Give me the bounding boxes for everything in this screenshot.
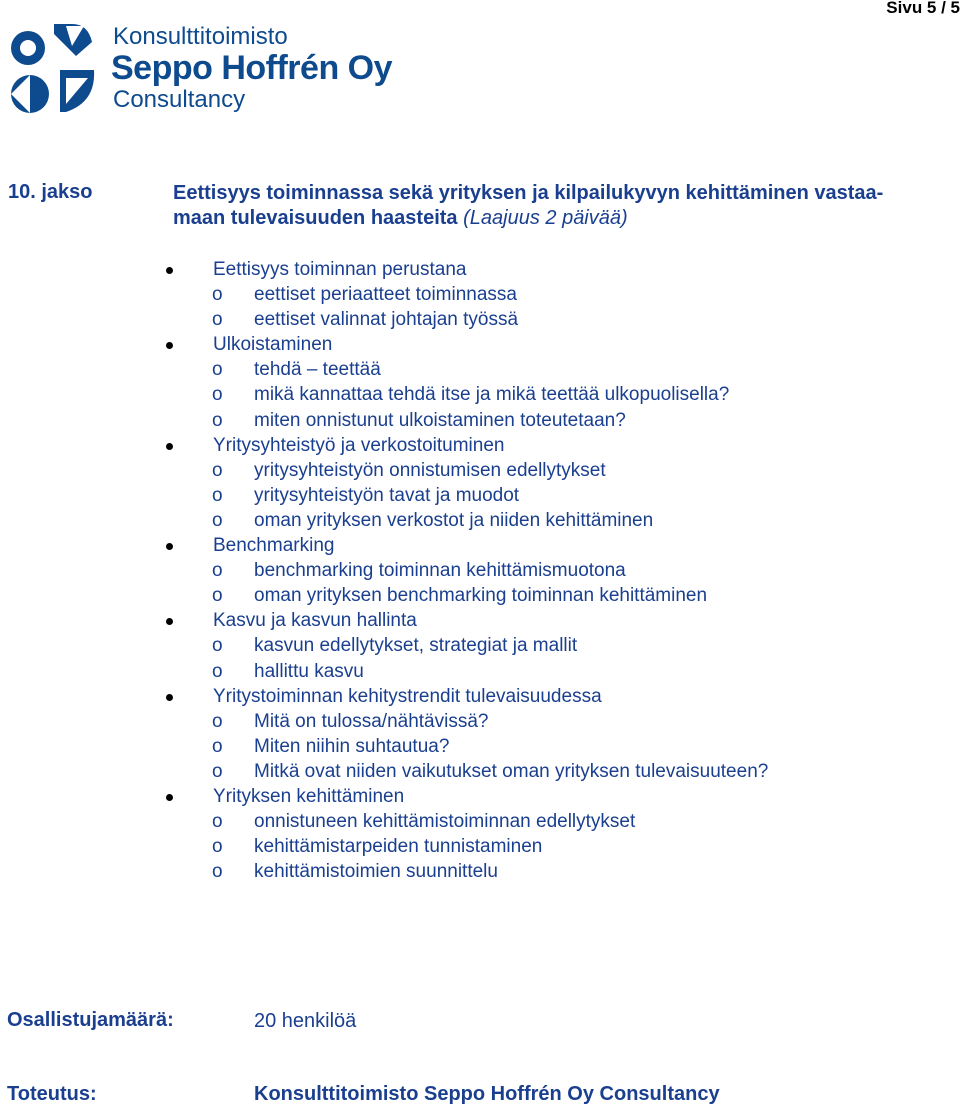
subtopic-row: [0, 859, 960, 884]
subtopic-text: yritysyhteistyön onnistumisen edellytykset: [254, 459, 606, 481]
subtopic-row: [0, 282, 960, 307]
topic-row: [0, 784, 960, 809]
participants-value: 20 henkilöä: [254, 1010, 357, 1032]
topic-title: Benchmarking: [213, 535, 335, 557]
bullet-icon: [166, 267, 173, 274]
subtopic-row: [0, 709, 960, 734]
subtopic-text: onnistuneen kehittämistoiminnan edellytykset: [254, 811, 636, 833]
topic-row: [0, 332, 960, 357]
sub-bullet-marker: o: [212, 509, 223, 531]
sub-bullet-marker: o: [212, 635, 223, 657]
subtopic-row: [0, 583, 960, 608]
provider-value: Konsulttitoimisto Seppo Hoffrén Oy Consultancy: [254, 1083, 720, 1105]
section-title-line-1: Eettisyys toiminnassa sekä yrityksen ja kilpailukyvyn kehittäminen vastaa-: [173, 182, 884, 204]
topic-row: [0, 533, 960, 558]
bullet-icon: [166, 694, 173, 701]
sub-bullet-marker: o: [212, 811, 223, 833]
topic-list: [0, 257, 960, 884]
subtopic-row: [0, 357, 960, 382]
logo-line-1: Konsulttitoimisto: [113, 23, 288, 50]
company-logo: [6, 22, 393, 118]
subtopic-text: Miten niihin suhtautua?: [254, 735, 450, 757]
topic-title: Kasvu ja kasvun hallinta: [213, 610, 417, 632]
sub-bullet-marker: o: [212, 284, 223, 306]
bullet-icon: [166, 618, 173, 625]
bullet-icon: [166, 443, 173, 450]
sub-bullet-marker: o: [212, 861, 223, 883]
subtopic-text: kasvun edellytykset, strategiat ja mallit: [254, 635, 578, 657]
subtopic-text: oman yrityksen verkostot ja niiden kehittäminen: [254, 509, 654, 531]
bullet-icon: [166, 794, 173, 801]
topic-title: Ulkoistaminen: [213, 334, 333, 356]
topic-title: Yrityksen kehittäminen: [213, 785, 405, 807]
subtopic-row: [0, 408, 960, 433]
sub-bullet-marker: o: [212, 585, 223, 607]
subtopic-row: [0, 834, 960, 859]
topic-row: [0, 608, 960, 633]
topic-row: [0, 433, 960, 458]
sub-bullet-marker: o: [212, 384, 223, 406]
subtopic-row: [0, 508, 960, 533]
topic-title: Yritystoiminnan kehitystrendit tulevaisuudessa: [213, 685, 602, 707]
logo-emblem-icon: [6, 22, 102, 116]
subtopic-text: miten onnistunut ulkoistaminen toteutetaan?: [254, 409, 626, 431]
subtopic-text: Mitkä ovat niiden vaikutukset oman yrityksen tulevaisuuteen?: [254, 760, 769, 782]
sub-bullet-marker: o: [212, 459, 223, 481]
subtopic-row: [0, 483, 960, 508]
subtopic-text: Mitä on tulossa/nähtävissä?: [254, 710, 489, 732]
topic-row: [0, 684, 960, 709]
subtopic-text: kehittämistarpeiden tunnistaminen: [254, 836, 543, 858]
sub-bullet-marker: o: [212, 409, 223, 431]
subtopic-row: [0, 558, 960, 583]
subtopic-text: hallittu kasvu: [254, 660, 364, 682]
bullet-icon: [166, 543, 173, 550]
subtopic-row: [0, 458, 960, 483]
subtopic-text: eettiset periaatteet toiminnassa: [254, 284, 517, 306]
sub-bullet-marker: o: [212, 484, 223, 506]
subtopic-text: eettiset valinnat johtajan työssä: [254, 309, 519, 331]
sub-bullet-marker: o: [212, 560, 223, 582]
subtopic-row: [0, 307, 960, 332]
subtopic-row: [0, 734, 960, 759]
section-scope: (Laajuus 2 päivää): [463, 207, 628, 229]
sub-bullet-marker: o: [212, 710, 223, 732]
subtopic-text: oman yrityksen benchmarking toiminnan kehittäminen: [254, 585, 708, 607]
bullet-icon: [166, 342, 173, 349]
section-label: 10. jakso: [8, 181, 93, 203]
subtopic-row: [0, 759, 960, 784]
participants-label: Osallistujamäärä:: [7, 1009, 174, 1031]
sub-bullet-marker: o: [212, 735, 223, 757]
sub-bullet-marker: o: [212, 309, 223, 331]
subtopic-row: [0, 809, 960, 834]
subtopic-text: kehittämistoimien suunnittelu: [254, 861, 498, 883]
logo-line-3: Consultancy: [113, 86, 246, 113]
topic-title: Yritysyhteistyö ja verkostoituminen: [213, 434, 505, 456]
subtopic-row: [0, 659, 960, 684]
topic-row: [0, 257, 960, 282]
subtopic-text: mikä kannattaa tehdä itse ja mikä teettää ulkopuolisella?: [254, 384, 730, 406]
sub-bullet-marker: o: [212, 836, 223, 858]
section-title: [173, 181, 953, 231]
section-title-line-2: maan tulevaisuuden haasteita: [173, 207, 458, 229]
sub-bullet-marker: o: [212, 660, 223, 682]
sub-bullet-marker: o: [212, 760, 223, 782]
provider-label: Toteutus:: [7, 1083, 97, 1105]
page-number: Sivu 5 / 5: [886, 0, 960, 17]
subtopic-row: [0, 633, 960, 658]
sub-bullet-marker: o: [212, 359, 223, 381]
logo-line-2: Seppo Hoffrén Oy: [111, 49, 393, 87]
subtopic-text: yritysyhteistyön tavat ja muodot: [254, 484, 520, 506]
subtopic-text: benchmarking toiminnan kehittämismuotona: [254, 560, 626, 582]
topic-title: Eettisyys toiminnan perustana: [213, 259, 467, 280]
subtopic-row: [0, 382, 960, 407]
subtopic-text: tehdä – teettää: [254, 359, 381, 381]
